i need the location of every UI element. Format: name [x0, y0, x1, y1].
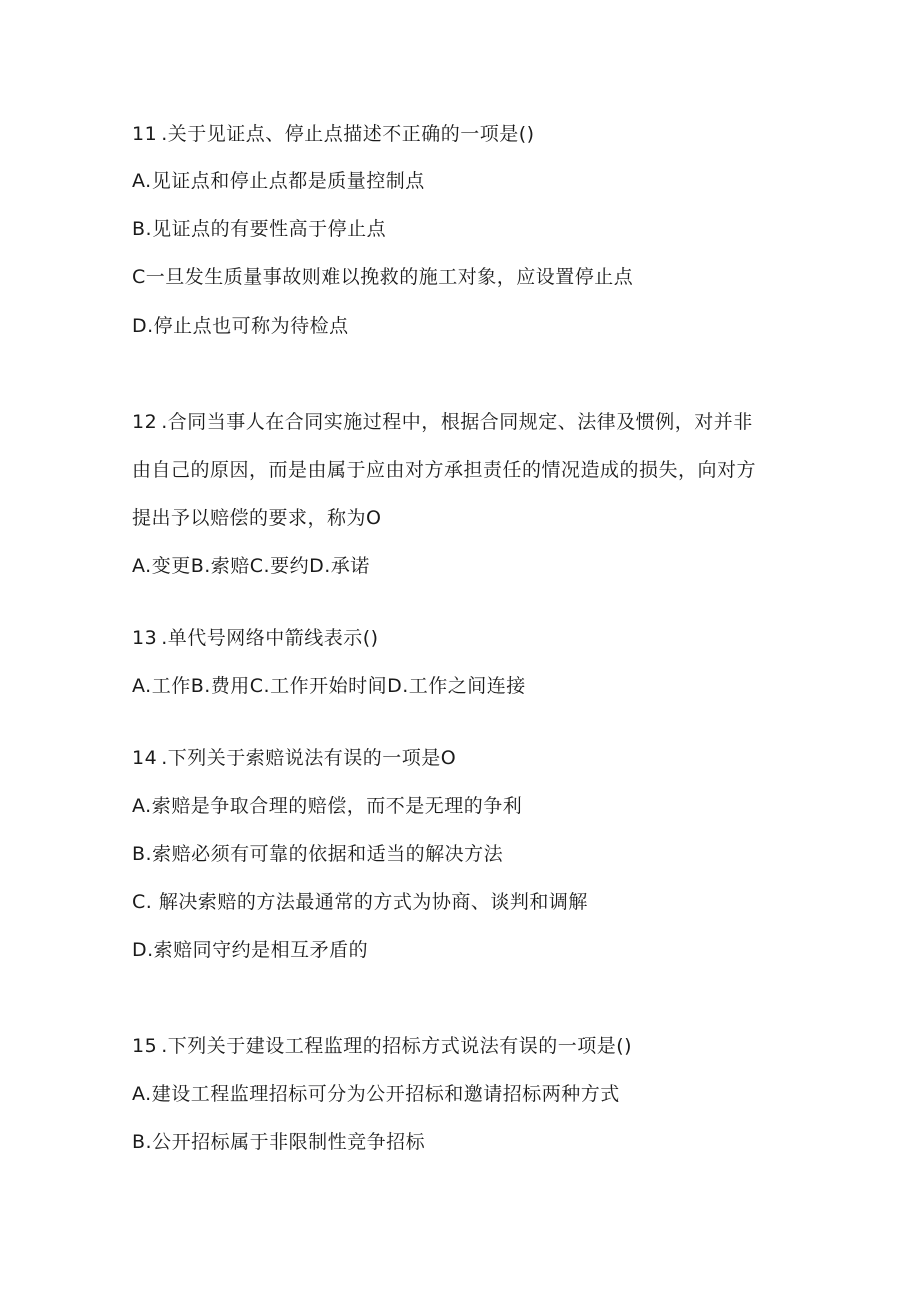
question-text: .关于见证点、停止点描述不正确的一项是()	[161, 123, 535, 145]
question-11-stem	[132, 122, 535, 146]
question-11-option-c: C一旦发生质量事故则难以挽救的施工对象，应设置停止点	[132, 266, 634, 288]
question-12-options: A.变更B.索赔C.要约D.承诺	[132, 555, 370, 577]
question-14-stem	[132, 746, 456, 770]
question-number: 15	[132, 1035, 158, 1057]
question-15-option-b: B.公开招标属于非限制性竞争招标	[132, 1131, 426, 1153]
question-number: 13	[132, 627, 158, 649]
question-15-option-a: A.建设工程监理招标可分为公开招标和邀请招标两种方式	[132, 1083, 620, 1105]
question-14-option-a: A.索赔是争取合理的赔偿，而不是无理的争利	[132, 795, 523, 817]
question-14-option-c: C. 解决索赔的方法最通常的方式为协商、谈判和调解	[132, 891, 588, 913]
question-text: .单代号网络中箭线表示()	[161, 627, 379, 649]
question-number: 11	[132, 123, 158, 145]
question-text: .下列关于索赔说法有误的一项是O	[161, 747, 457, 769]
question-12-stem-line-2: 由自己的原因，而是由属于应由对方承担责任的情况造成的损失，向对方	[132, 459, 757, 481]
question-13-stem	[132, 626, 379, 650]
question-12-stem-line-1	[132, 410, 753, 434]
question-text: .合同当事人在合同实施过程中，根据合同规定、法律及惯例，对并非	[161, 411, 753, 433]
question-14-option-b: B.索赔必须有可靠的依据和适当的解决方法	[132, 843, 504, 865]
question-number: 12	[132, 411, 158, 433]
question-number: 14	[132, 747, 158, 769]
question-13-options: A.工作B.费用C.工作开始时间D.工作之间连接	[132, 675, 526, 697]
question-11-option-d: D.停止点也可称为待检点	[132, 315, 349, 337]
question-12-stem-line-3: 提出予以赔偿的要求，称为O	[132, 507, 382, 529]
question-11-option-b: B.见证点的有要性高于停止点	[132, 218, 387, 240]
question-text: .下列关于建设工程监理的招标方式说法有误的一项是()	[161, 1035, 633, 1057]
question-11-option-a: A.见证点和停止点都是质量控制点	[132, 170, 425, 192]
question-14-option-d: D.索赔同守约是相互矛盾的	[132, 939, 369, 961]
question-15-stem	[132, 1034, 632, 1058]
